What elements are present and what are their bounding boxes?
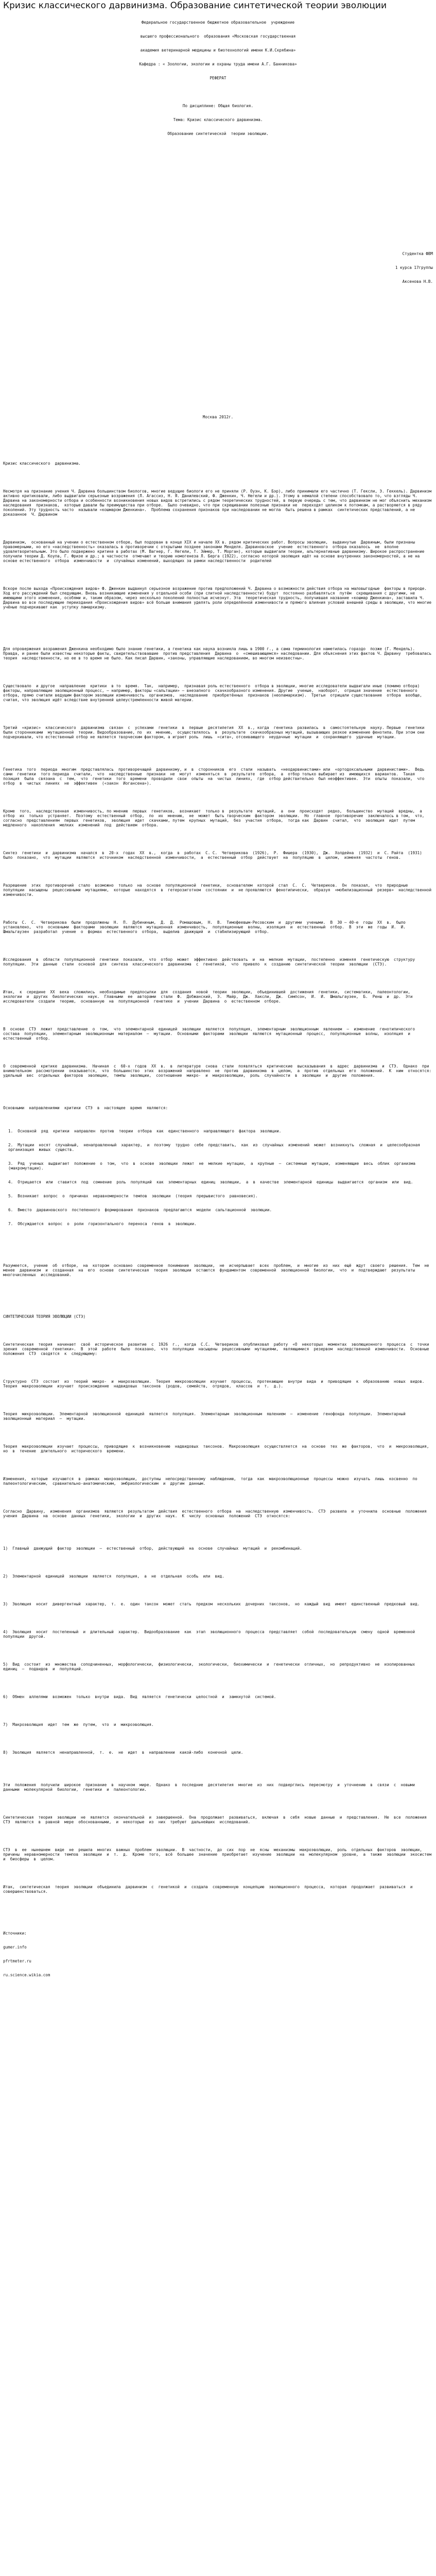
position-item: 8) Эволюция является ненаправленной, т. е. не идет в направлении какой-либо конечной цели.: [3, 1750, 243, 1755]
paragraph: Эти положения получили широкое признание в научном мире. Однако в последние десятилетия многие из них подверглись пересмотру и уточнению в связи с новыми данными молекулярной биологии, генетики и палеонтологии.: [3, 1783, 420, 1792]
paragraph: Синтетическая теория начинает своё историческое развитие с 1926 г., когда С.С. Четвериков опубликовал работу «О некоторых моментах эволюционного процесса с точки зрения современной генетики». В этой работе было показано, что популяции насыщены рецессивными мутациями, являющимися резервом наследственной изменчивости. Основные положения СТЭ сводятся к следующему:: [3, 1342, 434, 1356]
document: [0, 1, 436, 1987]
paragraph: СТЭ в ее нынешнем виде не решила многих важных проблем эволюции. В частности, до сих пор не ясны механизмы макроэволюции, роль отдельных факторов эволюции, причины неравномерности темпов эволюции и т. д. Кроме того, всё большее значение приобретает изучение эволюции на молекулярном уровне, а также эволюции экосистем и биосферы в целом.: [3, 1848, 436, 1861]
criticism-list: [3, 1120, 433, 1235]
paragraph: Итак, к середине XX века сложились необходимые предпосылки для создания новой теории эволюции, объединившей достижения генетики, систематики, палеонтологии, экологии и других биологических наук. Главными ее авторами стали Ф. Добжанский, Э. Майр, Дж. Хаксли, Дж. Симпсон, И. И. Шмальгаузен, Б. Ренш и др. Эти исследователи создали теорию, основанную на популяционной генетике и учении Дарвина о естественном отборе.: [3, 990, 417, 1004]
source-link[interactable]: gumer.info: [3, 1945, 27, 1950]
paragraph: Исследования в области популяционной генетики показали, что отбор может эффективно действовать и на мелкие мутации, постепенно изменяя генетическую структуру популяции. Эти данные стали основой для синтеза классического дарвинизма с генетикой, что привело к созданию синтетической теории эволюции (СТЭ).: [3, 957, 420, 967]
position-item: 1) Главный движущий фактор эволюции — естественный отбор, действующий на основе случайных мутаций и рекомбинаций.: [3, 1546, 302, 1551]
paragraph: Вскоре после выхода «Происхождения видов» Ф. Дженкин выдвинул серьезное возражение против предположений Ч. Дарвина о возможности действия отбора на маловыгодные факторы в природе. Ход его рассуждений был следующим. Вновь возникающие изменения у отдельной особи (при слитной наследственности) будут постоянно разбавляться путём скрещивания с другими, не имеющими этого изменения, особями и, таким образом, через несколько поколений полностью исчезнут. Эта теоретическая трудность, получившая название «кошмар Дженкина», заставила Ч. Дарвина во все последующие переиздания «Происхождения видов» всё больше внимания уделять роли определённой изменчивости и прямого влияния условий внешней среды в эволюции, что многие учёные подчеркивают как уступку ламаркизму.: [3, 586, 434, 609]
paragraph: Разумеется, учение об отборе, на котором основано современное понимание эволюции, не исчерпывает всех проблем, и многие из них ещё ждут своего решения. Тем не менее дарвинизм и созданная на его основе синтетическая теория эволюции остаются фундаментом современной эволюционной биологии, что и подтверждают результаты многочисленных исследований.: [3, 1263, 434, 1277]
author-line-3: Аксенова Н.В.: [402, 279, 433, 284]
theme-line-2: Образование синтетической теории эволюции.: [167, 131, 269, 136]
paragraph: Разрешение этих противоречий стало возможно только на основе популяционной генетики, основателем которой стал С. С. Четвериков. Он показал, что природные популяции насыщены рецессивными мутациями, которые находятся в гетерозиготном состоянии и не проявляются фенотипически, образуя «мобилизационный резерв» наследственной изменчивости.: [3, 883, 436, 897]
document-title: Кризис классического дарвинизма. Образование синтетической теории эволюции: [3, 1, 387, 11]
list-item: 2. Мутации носят случайный, ненаправленный характер, и поэтому трудно себе представить, как из случайных изменений может возникнуть сложная и целесообразная организация живых существ.: [8, 1143, 425, 1152]
paragraph: О современной критике дарвинизма. Начиная с 60-х годов XX в. в литературе снова стали появляться критические высказывания в адрес дарвинизма и СТЭ. Однако при внимательном рассмотрении оказывается, что большинство этих возражений направлено не против дарвинизма в целом, а против отдельных его положений. К ним относятся: удельный вес отдельных факторов эволюции, темпы эволюции, соотношение микро- и макроэволюции, роль случайности в эволюции и другие положения.: [3, 1064, 436, 1078]
theme-line: Тема: Кризис классического дарвинизма.: [173, 117, 263, 122]
source-link[interactable]: pfrtmeter.ru: [3, 1959, 31, 1963]
paragraph: Теория микроэволюции. Элементарной эволюционной единицей является популяция. Элементарным эволюционным явлением — изменение генофонда популяции. Элементарный эволюционный материал — мутации.: [3, 1412, 410, 1421]
paragraph: Для опровержения возражения Дженкина необходимо было знание генетики, а генетика как наука возникла лишь в 1900 г., а сама терминология наметилась гораздо позже (Г. Мендель). Правда, и ранее были известны некоторые факты, свидетельствовавшие против представления Дарвина о «смешивающемся» наследовании. Для объяснения этих фактов Ч. Дарвину требовалась теория наследственности, но ее в то время не было. Как писал Дарвин, «законы, управляющие наследованием, во многом неизвестны».: [3, 647, 434, 660]
paragraph: Дарвинизм, основанный на учении о естественном отборе, был подорван в конце XIX и начале XX в. рядом критических работ. Вопросы эволюции, выдвинутые Дарвиным, были признаны правомерными, но его «наследственность» оказалась в противоречии с открытыми позднее законами Менделя. Дарвиновское учение естественного отбора оказалось не вполне удовлетворительным. Это было подвержено критике в работах (М. Вагнер, Г. Негели, Т. Эймер, Т. Морган), которые выдвигали теории, альтернативные дарвинизму. Широкое распространение получили теории Д. Коупа, Г. Фризе и др.; в частности отмечают и теорию номогенеза Л. Берга (1922), согласно которой эволюция идёт на основе внутренних закономерностей, а не на основе естественного отбора изменчивости и случайных изменений, выходящих за рамки наследственности родителей: [3, 540, 427, 563]
paragraph: Генетика того периода многим представлялась противоречащей дарвинизму, и в сторонников его стали называть «неодарвинистами» или «ортодоксальными дарвинистами». Ведь сами генетики того периода считали, что наследственные признаки не могут изменяться в результате отбора, а отбор только выбирает из имеющихся вариантов. Такая позиция была связана с тем, что генетики того времени проводили свои опыты на чистых линиях, где отбор действительно был неэффективен. Эти опыты показали, что отбор в чистых линиях не эффективен («закон Иогансена»).: [3, 767, 429, 786]
paragraph: Работы С. С. Четверикова были продолжены Н. П. Дубининым, Д. Д. Ромашовым, Н. В. Тимофеевым-Ресовским и другими учеными. В 30 — 40-е годы XX в. было установлено, что основными факторами эволюции являются мутационная изменчивость, популяционные волны, изоляция и естественный отбор. В эти же годы И. И. Шмальгаузен разработал учение о формах естественного отбора, выделив движущий и стабилизирующий отбор.: [3, 920, 410, 934]
position-item: 3) Эволюция носит дивергентный характер, т. е. один таксон может стать предком нескольких дочерних таксонов, но каждый вид имеет единственный предковый вид.: [3, 1602, 420, 1606]
list-item: 4. Отрицается или ставится под сомнение роль популяций как элементарных единиц эволюции, а в качестве элементарной единицы выдвигается организм или вид.: [8, 1180, 413, 1184]
paragraph: В основе СТЭ лежит представление о том, что элементарной единицей эволюции является популяция, элементарным эволюционным явлением — изменение генотипического состава популяции, элементарным эволюционным материалом — мутации. Основными факторами эволюции являются мутационный процесс, популяционные волны, изоляция и естественный отбор.: [3, 1027, 420, 1041]
list-item: 1. Основной ряд критики направлен против теории отбора как единственного направляющего фактора эволюции.: [8, 1129, 282, 1133]
position-item: 7) Макроэволюция идет тем же путем, что и микроэволюция.: [3, 1722, 154, 1727]
source-link[interactable]: ru.science.wikia.com: [3, 1973, 50, 1977]
list-intro: Основными направлениями критики СТЭ в настоящее время являются:: [3, 1106, 168, 1110]
paragraph: Теория макроэволюции изучает процессы, приводящие к возникновению надвидовых таксонов. Макроэволюция осуществляется на основе тех же факторов, что и микроэволюция, но в течение длительного исторического времени.: [3, 1444, 434, 1453]
list-item: 3. Ряд ученых выдвигает положение о том, что в основе эволюции лежат не мелкие мутации, а крупные — системные мутации, изменяющие весь облик организма (макромутации).: [8, 1161, 421, 1171]
paragraph: Несмотря на признание учения Ч. Дарвина большинством биологов, многие ведущие биологи его не приняли (Р. Оуэн, К. Бэр), либо принимали его частично (Т. Гексли, Э. Геккель). Дарвинизм активно критиковали, либо выдвигали серьезные возражения (Л. Агассиз, Н. Я. Данилевский, Ф. Дженкин, Ч. Негели и др.). Этому в немалой степени способствовало то, что взгляды Ч. Дарвина на закономерности отбора и особенности возникновения новых видов встретились с рядом теоретических трудностей, в первую очередь с тем, что дарвинизм не мог объяснить механизм наследования признаков, которые давали бы преимущества при отборе. Было очевидно, что при скрещивании полезные признаки не переходят целиком к потомкам, а растворяются в ряду поколений. Эту трудность часто называли «кошмаром Дженкина». Проблема сохранения признаков при наследовании не могла быть решена в рамках синтетических представлений, а не доказанное Ч. Дарвином: [3, 489, 434, 517]
position-item: 4) Эволюция носит постепенный и длительный характер. Видообразование как этап эволюционного процесса представляет собой последовательную смену одной временной популяции другой.: [3, 1630, 420, 1639]
list-item: 5. Возникает вопрос о причинах неравномерности темпов эволюции (теория прерывистого равновесия).: [8, 1194, 258, 1198]
author-line-1: Студентка ФВМ: [402, 251, 433, 256]
paragraph: Итак, синтетическая теория эволюции объединила дарвинизм с генетикой и создала современную концепцию эволюционного процесса, которая продолжает развиваться и совершенствоваться.: [3, 1885, 417, 1894]
paragraph: Согласно Дарвину, изменения организмов являются результатом действия естественного отбора на наследственную изменчивость. СТЭ развила и уточнила основные положения учения Дарвина на основе данных генетики, экологии и других наук. К числу основных положений СТЭ относятся:: [3, 1509, 432, 1518]
literature-heading: Источники:: [3, 1931, 27, 1936]
paragraph: Структурно СТЭ состоит из теорий микро- и макроэволюции. Теория микроэволюции изучает процессы, протекающие внутри вида и приводящие к образованию новых видов. Теория макроэволюции изучает происхождение надвидовых таксонов (родов, семейств, отрядов, классов и т. д.).: [3, 1379, 429, 1388]
paragraph: Синтез генетики и дарвинизма начался в 20-х годах XX в., когда в работах С. С. Четверикова (1926), Р. Фишера (1930), Дж. Холдейна (1932) и С. Райта (1931) было показано, что мутации являются источником наследственной изменчивости, а естественный отбор действует на популяцию в целом, изменяя частоты генов.: [3, 851, 427, 860]
list-item: 7. Обсуждается вопрос о роли горизонтального переноса генов в эволюции.: [8, 1222, 197, 1226]
header-line-1: Федеральное государственное бюджетное образовательное учреждение: [141, 20, 295, 25]
author-line-2: 1 курса 17группы: [395, 265, 433, 270]
paragraph: Существовало и другое направление критики в то время. Так, например, признавая роль естественного отбора в эволюции, многие исследователи выдвигали иные (помимо отбора) факторы, направляющие эволюционный процесс, — например, факторы «сальтации» — внезапного скачкообразного изменения. Другие ученые, наоборот, отрицая значение естественного отбора, прямо считали ведущим фактором эволюции изменчивость организмов, наследование приобретённых признаков (неоламаркизм). Третьи отрицали существование отбора вообще, считая, что эволюция идёт вследствие внутренней целеустремленности живой материи.: [3, 684, 427, 702]
subject-line: По дисциплине: Общая биология.: [182, 104, 254, 108]
department-line: Кафедра : « Зоологии, экологии и охраны труда имени А.Г. Банникова»: [139, 62, 297, 66]
position-item: 5) Вид состоит из множества соподчиненных, морфологически, физиологически, экологически, биохимически и генетически отличных, но репродуктивно не изолированных единиц — подвидов и популяций.: [3, 1662, 420, 1671]
city-year: Москва 2012г.: [202, 415, 234, 419]
section-heading-crisis: Кризис классического дарвинизма.: [3, 461, 81, 466]
section-heading-ste: СИНТЕТИЧЕСКАЯ ТЕОРИЯ ЭВОЛЮЦИИ (СТЭ): [3, 1314, 86, 1319]
position-item: 6) Обмен аллелями возможен только внутри вида. Вид является генетически целостной и замкнутой системой.: [3, 1694, 276, 1699]
paragraph: Третий «кризис» классического дарвинизма связан с успехами генетики в первые десятилетия XX в., когда генетика развилась в самостоятельную науку. Первые генетики были сторонниками мутационной теории. Видообразование, по их мнению, осуществлялось в результате скачкообразных мутаций, вызывающих резкое изменение фенотипа. При этом они подчеркивали, что естественный отбор не является творческим фактором, а играет роль лишь «сита», отсеивающего неудачные мутации и сохраняющего удачные мутации.: [3, 725, 429, 739]
list-item: 6. Вместо дарвиновского постепенного формирования признаков предлагаются модели сальтационной эволюции.: [8, 1208, 272, 1212]
paragraph: Синтетическая теория эволюции не является окончательной и завершенной. Она продолжает развиваться, включая в себя новые данные и представления. Не все положения СТЭ являются в равной мере обоснованными, и некоторые из них требуют дальнейших исследований.: [3, 1815, 432, 1824]
paragraph: Изменения, которые изучаются в рамках макроэволюции, доступны непосредственному наблюдению, тогда как макроэволюционные процессы можно изучать лишь косвенно по палеонтологическим, сравнительно-анатомическим, эмбриологическим и другим данным.: [3, 1477, 422, 1486]
document-body: [3, 11, 436, 1987]
header-line-2: высшего профессионального образования «Московская государственная: [140, 34, 296, 39]
paragraph: Кроме того, наследственная изменчивость, по мнению первых генетиков, возникает только в результате мутаций, а они происходят редко, большинство мутаций вредны, а отбор их только устраняет. Поэтому естественный отбор, по их мнению, не может быть творческим фактором эволюции. Но главное противоречие заключалось в том, что, согласно представлениям первых генетиков, эволюция идет скачками, путем крупных мутаций, без участия отбора, тогда как Дарвин считал, что эволюция идет путем медленного накопления мелких изменений под действием отбора.: [3, 809, 429, 827]
doc-type: РЕФЕРАТ: [210, 76, 226, 80]
header-line-3: академия ветеринарной медицины и биотехнологий имени К.И.Скрябина»: [140, 48, 296, 53]
position-item: 2) Элементарной единицей эволюции является популяция, а не отдельная особь или вид.: [3, 1574, 224, 1579]
